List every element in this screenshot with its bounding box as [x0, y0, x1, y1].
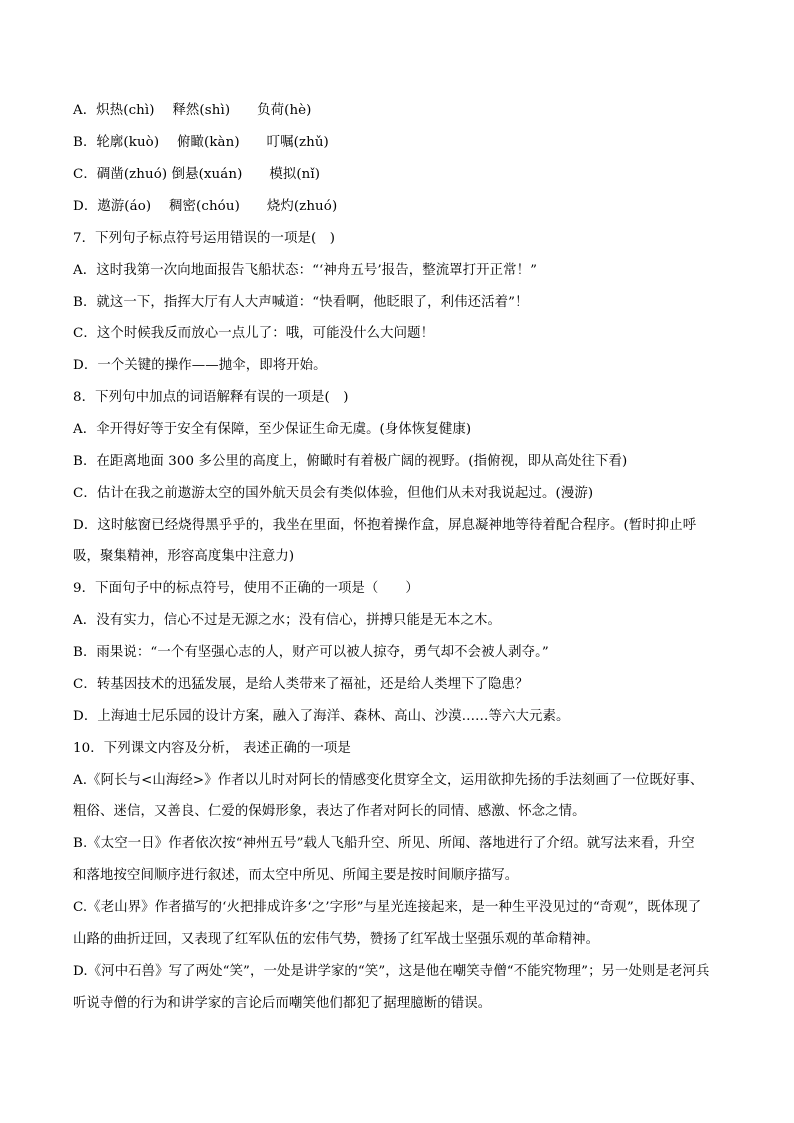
option-6d: D．遨游(áo) 稠密(chóu) 烧灼(zhuó) [73, 199, 338, 214]
option-6c: C．碉凿(zhuó) 倒悬(xuán) 模拟(nǐ) [73, 167, 321, 182]
option-10b: B.《太空一日》作者依次按“神州五号”载人飞船升空、所见、所闻、落地进行了介绍。就写法来看，升空 [73, 836, 695, 851]
option-9c: C．转基因技术的迅猛发展，是给人类带来了福祉，还是给人类埋下了隐患？ [73, 677, 529, 692]
option-8d: D．这时舷窗已经烧得黑乎乎的，我坐在里面，怀抱着操作盒，屏息凝神地等待着配合程序。(暂时抑止呼 [73, 518, 697, 533]
option-10d-continued: 听说寺僧的行为和讲学家的言论后而嘲笑他们都犯了据理臆断的错误。 [73, 996, 492, 1011]
option-9a: A．没有实力，信心不过是无源之水；没有信心，拼搏只能是无本之木。 [73, 613, 501, 628]
option-8b: B．在距离地面 300 多公里的高度上，俯瞰时有着极广阔的视野。(指俯视，即从高处往下看) [73, 454, 628, 469]
option-10b-continued: 和落地按空间顺序进行叙述，而太空中所见、所闻主要是按时间顺序描写。 [73, 868, 519, 883]
option-7c: C．这个时候我反而放心一点儿了：哦，可能没什么大问题！ [73, 326, 435, 341]
option-8c: C．估计在我之前遨游太空的国外航天员会有类似体验，但他们从未对我说起过。(漫游) [73, 486, 594, 501]
option-10c: C.《老山界》作者描写的‘火把排成许多‘之’字形”与星光连接起来，是一种生平没见过的“奇观”，既体现了 [73, 900, 702, 915]
option-7b: B．就这一下，指挥大厅有人大声喊道：“快看啊，他眨眼了，利伟还活着”！ [73, 295, 529, 310]
question-10: 10．下列课文内容及分析， 表述正确的一项是 [73, 741, 351, 756]
option-7d: D．一个关键的操作——抛伞，即将开始。 [73, 358, 327, 373]
option-9b: B．雨果说：“一个有坚强心志的人，财产可以被人掠夺，勇气却不会被人剥夺。” [73, 645, 549, 660]
option-10a-continued: 粗俗、迷信，又善良、仁爱的保姆形象，表达了作者对阿长的同情、感激、怀念之情。 [73, 804, 586, 819]
option-10a: A.《阿长与<山海经>》作者以儿时对阿长的情感变化贯穿全文，运用欲抑先扬的手法刻画了一位既好事、 [73, 773, 704, 788]
question-8: 8．下列句中加点的词语解释有误的一项是( ) [73, 390, 349, 405]
option-7a: A．这时我第一次向地面报告飞船状态：“‘神舟五号’报告，整流罩打开正常！” [73, 263, 538, 278]
option-8a: A．伞开得好等于安全有保障，至少保证生命无虞。(身体恢复健康) [73, 422, 472, 437]
question-7: 7．下列句子标点符号运用错误的一项是( ) [73, 231, 336, 246]
option-6a: A．炽热(chì) 释然(shì) 负荷(hè) [73, 103, 312, 118]
option-10d: D.《河中石兽》写了两处“笑”，一处是讲学家的“笑”，这是他在嘲笑寺僧“不能究物理”；另一处则是老河兵 [73, 964, 710, 979]
question-9: 9．下面句子中的标点符号，使用不正确的一项是（ ） [73, 581, 419, 596]
option-9d: D．上海迪士尼乐园的设计方案，融入了海洋、森林、高山、沙漠……等六大元素。 [73, 709, 570, 724]
option-10c-continued: 山路的曲折迂回，又表现了红军队伍的宏伟气势，赞扬了红军战士坚强乐观的革命精神。 [73, 932, 600, 947]
option-8d-continued: 吸，聚集精神，形容高度集中注意力) [73, 549, 295, 564]
option-6b: B．轮廓(kuò) 俯瞰(kàn) 叮嘱(zhǔ) [73, 135, 329, 150]
